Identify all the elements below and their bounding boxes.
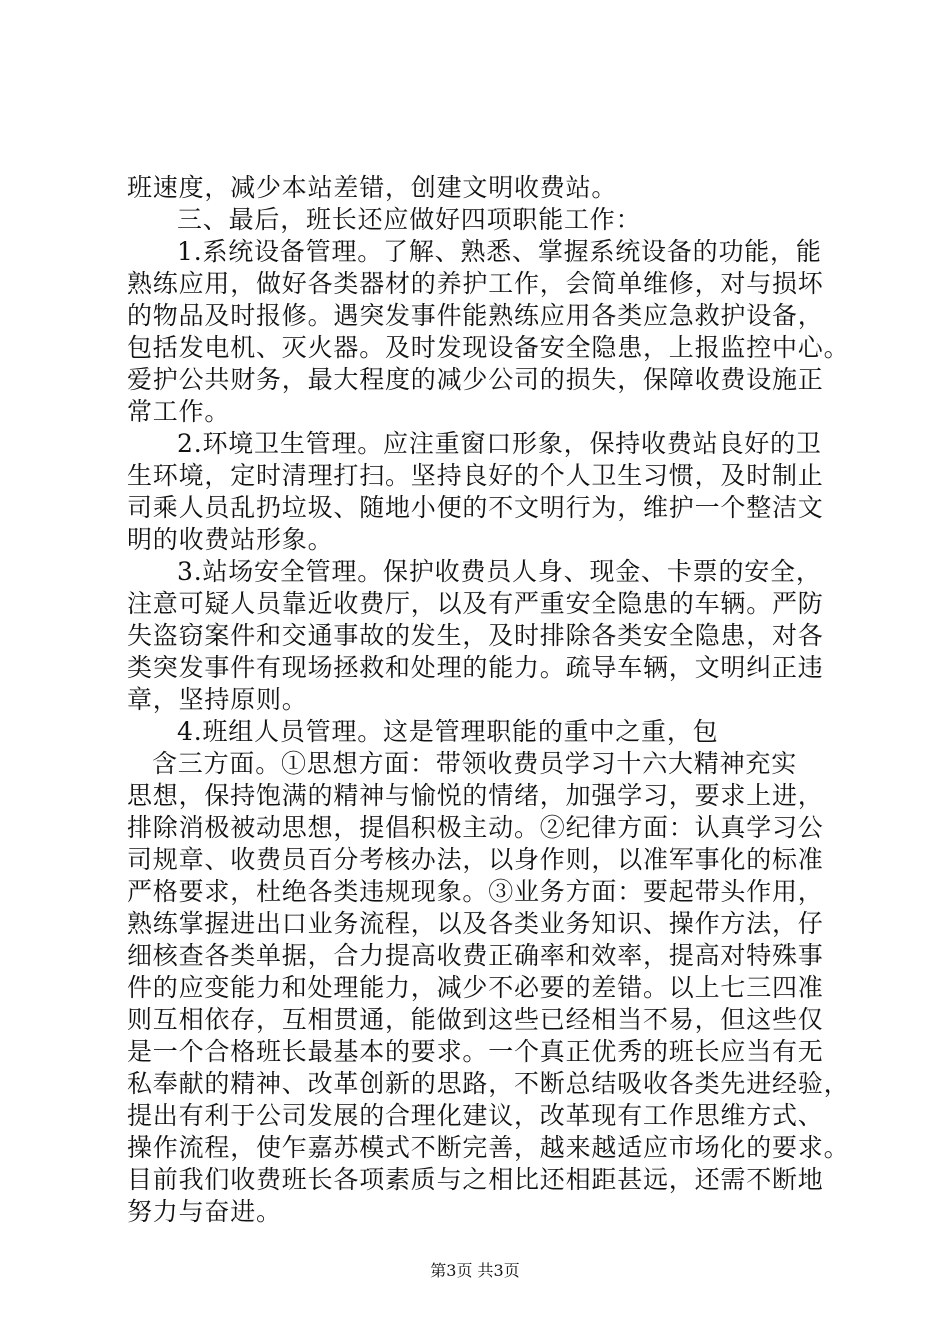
text-line: 细核查各类单据，合力提高收费正确率和效率，提高对特殊事 bbox=[127, 941, 824, 970]
text-line: 爱护公共财务，最大程度的减少公司的损失，保障收费设施正 bbox=[127, 365, 824, 394]
text-line: 明的收费站形象。 bbox=[127, 525, 334, 554]
text-line: 类突发事件有现场拯救和处理的能力。疏导车辆，文明纠正违 bbox=[127, 653, 824, 682]
text-line: 操作流程，使乍嘉苏模式不断完善，越来越适应市场化的要求。 bbox=[127, 1133, 850, 1162]
text-line: 的物品及时报修。遇突发事件能熟练应用各类应急救护设备， bbox=[127, 301, 824, 330]
text-line: 严格要求，杜绝各类违规现象。③业务方面：要起带头作用， bbox=[127, 877, 824, 906]
text-line: 熟练掌握进出口业务流程，以及各类业务知识、操作方法，仔 bbox=[127, 909, 824, 938]
text-line: 常工作。 bbox=[127, 397, 231, 426]
text-line: 排除消极被动思想，提倡积极主动。②纪律方面：认真学习公 bbox=[127, 813, 824, 842]
text-line: 努力与奋进。 bbox=[127, 1197, 282, 1226]
text-line: 4.班组人员管理。这是管理职能的重中之重，包 bbox=[177, 717, 719, 746]
text-line: 2.环境卫生管理。应注重窗口形象，保持收费站良好的卫 bbox=[177, 429, 822, 458]
text-line: 熟练应用，做好各类器材的养护工作，会简单维修，对与损坏 bbox=[127, 269, 824, 298]
text-line: 则互相依存，互相贯通，能做到这些已经相当不易，但这些仅 bbox=[127, 1005, 824, 1034]
text-line: 1.系统设备管理。了解、熟悉、掌握系统设备的功能，能 bbox=[177, 237, 822, 266]
text-line: 3.站场安全管理。保护收费员人身、现金、卡票的安全， bbox=[177, 557, 822, 586]
text-line: 三、最后，班长还应做好四项职能工作： bbox=[177, 205, 642, 234]
text-line: 含三方面。①思想方面：带领收费员学习十六大精神充实 bbox=[152, 749, 798, 778]
text-line: 是一个合格班长最基本的要求。一个真正优秀的班长应当有无 bbox=[127, 1037, 824, 1066]
text-line: 件的应变能力和处理能力，减少不必要的差错。以上七三四准 bbox=[127, 973, 824, 1002]
text-line: 司规章、收费员百分考核办法，以身作则，以准军事化的标准 bbox=[127, 845, 824, 874]
text-line: 失盗窃案件和交通事故的发生，及时排除各类安全隐患，对各 bbox=[127, 621, 824, 650]
document-body bbox=[127, 172, 850, 1228]
text-line: 生环境，定时清理打扫。坚持良好的个人卫生习惯，及时制止 bbox=[127, 461, 824, 490]
text-line: 私奉献的精神、改革创新的思路，不断总结吸收各类先进经验， bbox=[127, 1069, 850, 1098]
text-line: 提出有利于公司发展的合理化建议，改革现有工作思维方式、 bbox=[127, 1101, 824, 1130]
text-line: 司乘人员乱扔垃圾、随地小便的不文明行为，维护一个整洁文 bbox=[127, 493, 824, 522]
text-line: 注意可疑人员靠近收费厅，以及有严重安全隐患的车辆。严防 bbox=[127, 589, 824, 618]
text-line: 思想，保持饱满的精神与愉悦的情绪，加强学习，要求上进， bbox=[127, 781, 824, 810]
text-line: 目前我们收费班长各项素质与之相比还相距甚远，还需不断地 bbox=[127, 1165, 824, 1194]
text-line: 包括发电机、灭火器。及时发现设备安全隐患，上报监控中心。 bbox=[127, 333, 850, 362]
page-footer: 第3页 共3页 bbox=[430, 1261, 520, 1280]
text-line: 班速度，减少本站差错，创建文明收费站。 bbox=[127, 173, 618, 202]
text-line: 章，坚持原则。 bbox=[127, 685, 308, 714]
